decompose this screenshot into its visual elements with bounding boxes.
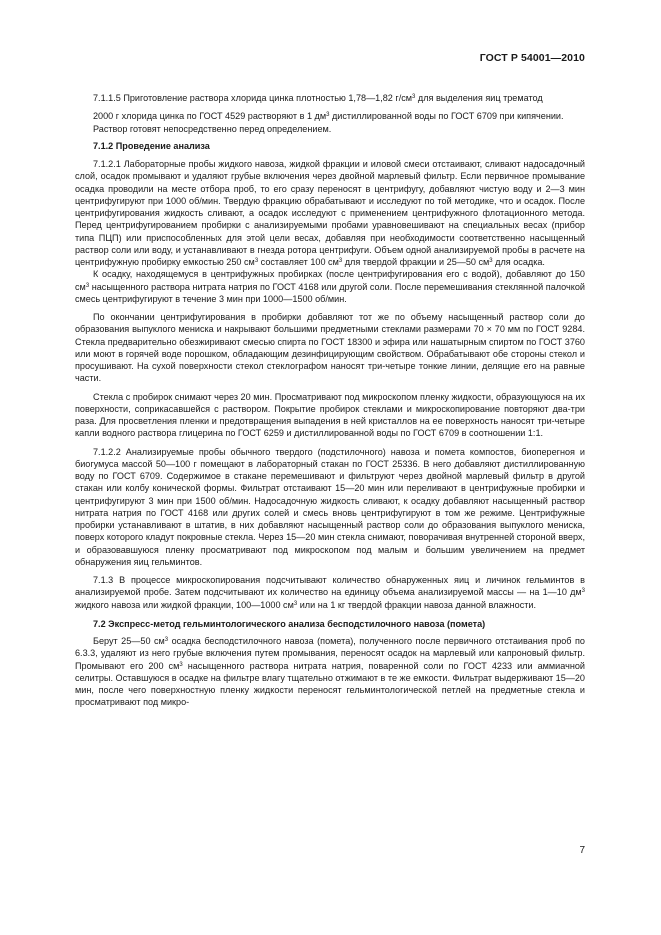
section-heading-7-2: 7.2 Экспресс-метод гельминтологического анализа бесподстилочного навоза (помета): [93, 618, 486, 629]
paragraph-7-1-3: 7.1.3 В процессе микроскопирования подсчитывают количество обнаруженных яиц и личинок гельминтов в анализируемой пробе. Затем подсчитывают их количество на единицу объема анализируемой массы — на 1—10 $дм^3$ жидкого навоза или жидкой фракции, 100—1000 $см^3$ или на 1 кг твердой фракции навоза данной влажности.: [75, 575, 585, 610]
section-heading-7-1-2: 7.1.2 Проведение анализа: [93, 140, 210, 151]
superscript: 3: [254, 258, 259, 264]
paragraph-glass-removal: Стекла с пробирок снимают через 20 мин. Просматривают под микроскопом пленку жидкости, образующуюся на их поверхности, соприкасавшейся с раствором. Покрытие пробирок стеклами и микроскопирование повторяют два-три раза. Для просветления пленки и предотвращения выпадения в ней кристаллов на ее поверхность наносят три-четыре капли водного раствора глицерина по ГОСТ 6259 и дистиллированной воды по ГОСТ 6709 в соотношении 1:1.: [75, 391, 585, 439]
paragraph-7-1-2-2: 7.1.2.2 Анализируемые пробы обычного твердого (подстилочного) навоза и помета компостов, биоперегноя и биогумуса массой 50—100 г помещают в лабораторный стакан по ГОСТ 25336. В него добавляют дистиллированную воду по ГОСТ 6709. Содержимое в стакане перемешивают и фильтруют через двойной марлевый фильтр в другой стакан или колбу конической формы. Фильтрат отстаивают 15—20 мин или переливают в центрифужные пробирки и центрифугируют 3 мин при 1500 об/мин. Надосадочную жидкость сливают, к осадку добавляют насыщенный раствор нитрата натрия по ГОСТ 4168 или других солей и смесь вновь центрифугируют в том же режиме. Центрифужные пробирки устанавливают в штатив, в них добавляют насыщенный раствор соли до образования выпуклого мениска, поверх которого кладут покровные стекла. Через 15—20 мин стекла снимают, поворачивая внутренней стороной вверх, и образовавшуюся пленку просматривают под микроскопом под малым и большим увеличением на предмет обнаружения яиц гельминтов.: [75, 446, 585, 567]
superscript: 3: [489, 258, 493, 264]
paragraph-7-1-2-1: 7.1.2.1 Лабораторные пробы жидкого навоза, жидкой фракции и иловой смеси отстаивают, сливают надосадочный слой, осадок промывают и удаляют грубые включения через двойной марлевый фильтр. Если первичное промывание осадка проводили на месте отбора проб, то его сразу переносят в центрифугу, добавляют чистую воду и 2—3 мин центрифугируют при 1000 об/мин. Твердую фракцию обрабатывают и исследуют по той методике, что и осадок. После центрифугирования жидкость сливают, а осадок исследуют с применением центрифужного флотационного метода. Перед центрифугированием пробирки с анализируемыми пробами уравновешивают на специальных весах (прибор типа ПЦП) или приспособленных для этой цели весах, добавляя при необходимости соответственно насыщенный раствор соли или воду, и устанавливают в гнезда ротора центрифуги. Объем одной анализируемой пробы в расчете на центрифужную пробирку емкостью 250 $см^3$ составляет 100 $см^3$ для твердой фракции и 25—50 $см^3$ для осадка.: [75, 159, 585, 267]
superscript: 3: [85, 282, 90, 289]
paragraph-prepare-note: Раствор готовят непосредственно перед определением.: [93, 123, 332, 134]
superscript: 3: [412, 94, 416, 100]
page-number: 7: [579, 845, 585, 856]
document-id-header: ГОСТ Р 54001—2010: [479, 52, 585, 64]
paragraph-7-1-1-5: 7.1.1.5 Приготовление раствора хлорида цинка плотностью 1,78—1,82 $г/см^3$ для выделения яиц трематод: [93, 93, 543, 103]
superscript: 3: [581, 588, 585, 595]
paragraph-sediment: К осадку, находящемуся в центрифужных пробирках (после центрифугирования его с водой), добавляют до 150 $см^3$ насыщенного раствора нитрата натрия по ГОСТ 4168 или другой соли. После перемешивания стеклянной палочкой смесь центрифугируют в течение 3 мин при 1000—1500 об/мин.: [75, 269, 585, 304]
superscript: 3: [179, 661, 183, 668]
paragraph-centrifugation-end: По окончании центрифугирования в пробирки добавляют тот же по объему насыщенный раствор соли до образования выпуклого мениска и накрывают большими предметными стеклами размерами 70 × 70 мм по ГОСТ 9284. Стекла предварительно обезжиривают смесью спирта по ГОСТ 18300 и эфира или нашатырным спиртом по ГОСТ 3760 или моют в горячей воде порошком, обладающим дезинфицирующим свойством. Обрабатывают обе стороны стекол и просушивают. На сухой поверхности стекол стеклографом наносят три-четыре тонкие линии, делящие его на равные части.: [75, 312, 585, 384]
superscript: 3: [164, 637, 169, 643]
paragraph-express-method: Берут 25—50 $см^3$ осадка бесподстилочного навоза (помета), полученного после первичного отстаивания проб по 6.3.3, удаляют из него грубые включения путем промывания, переносят осадок на марлевый или капроновый фильтр. Промывают его 200 $см^3$ насыщенного раствора нитрата натрия, поваренной соли по ГОСТ 4233 или аммиачной селитры. Оставшуюся в осадке на фильтре влагу тщательно отжимают в те же емкости. Фильтрат выдерживают 15—20 мин, после чего поверхностную пленку жидкости переносят гельминтологической петлей на предметные стекла и просматривают под микро-: [75, 636, 586, 708]
paragraph-zinc-chloride: 2000 г хлорида цинка по ГОСТ 4529 растворяют в 1 $дм^3$ дистиллированной воды по ГОСТ 6709 при кипячении.: [93, 111, 564, 122]
superscript: 3: [338, 258, 343, 264]
superscript: 3: [326, 112, 330, 119]
superscript: 3: [293, 600, 298, 607]
document-body: [75, 92, 585, 709]
